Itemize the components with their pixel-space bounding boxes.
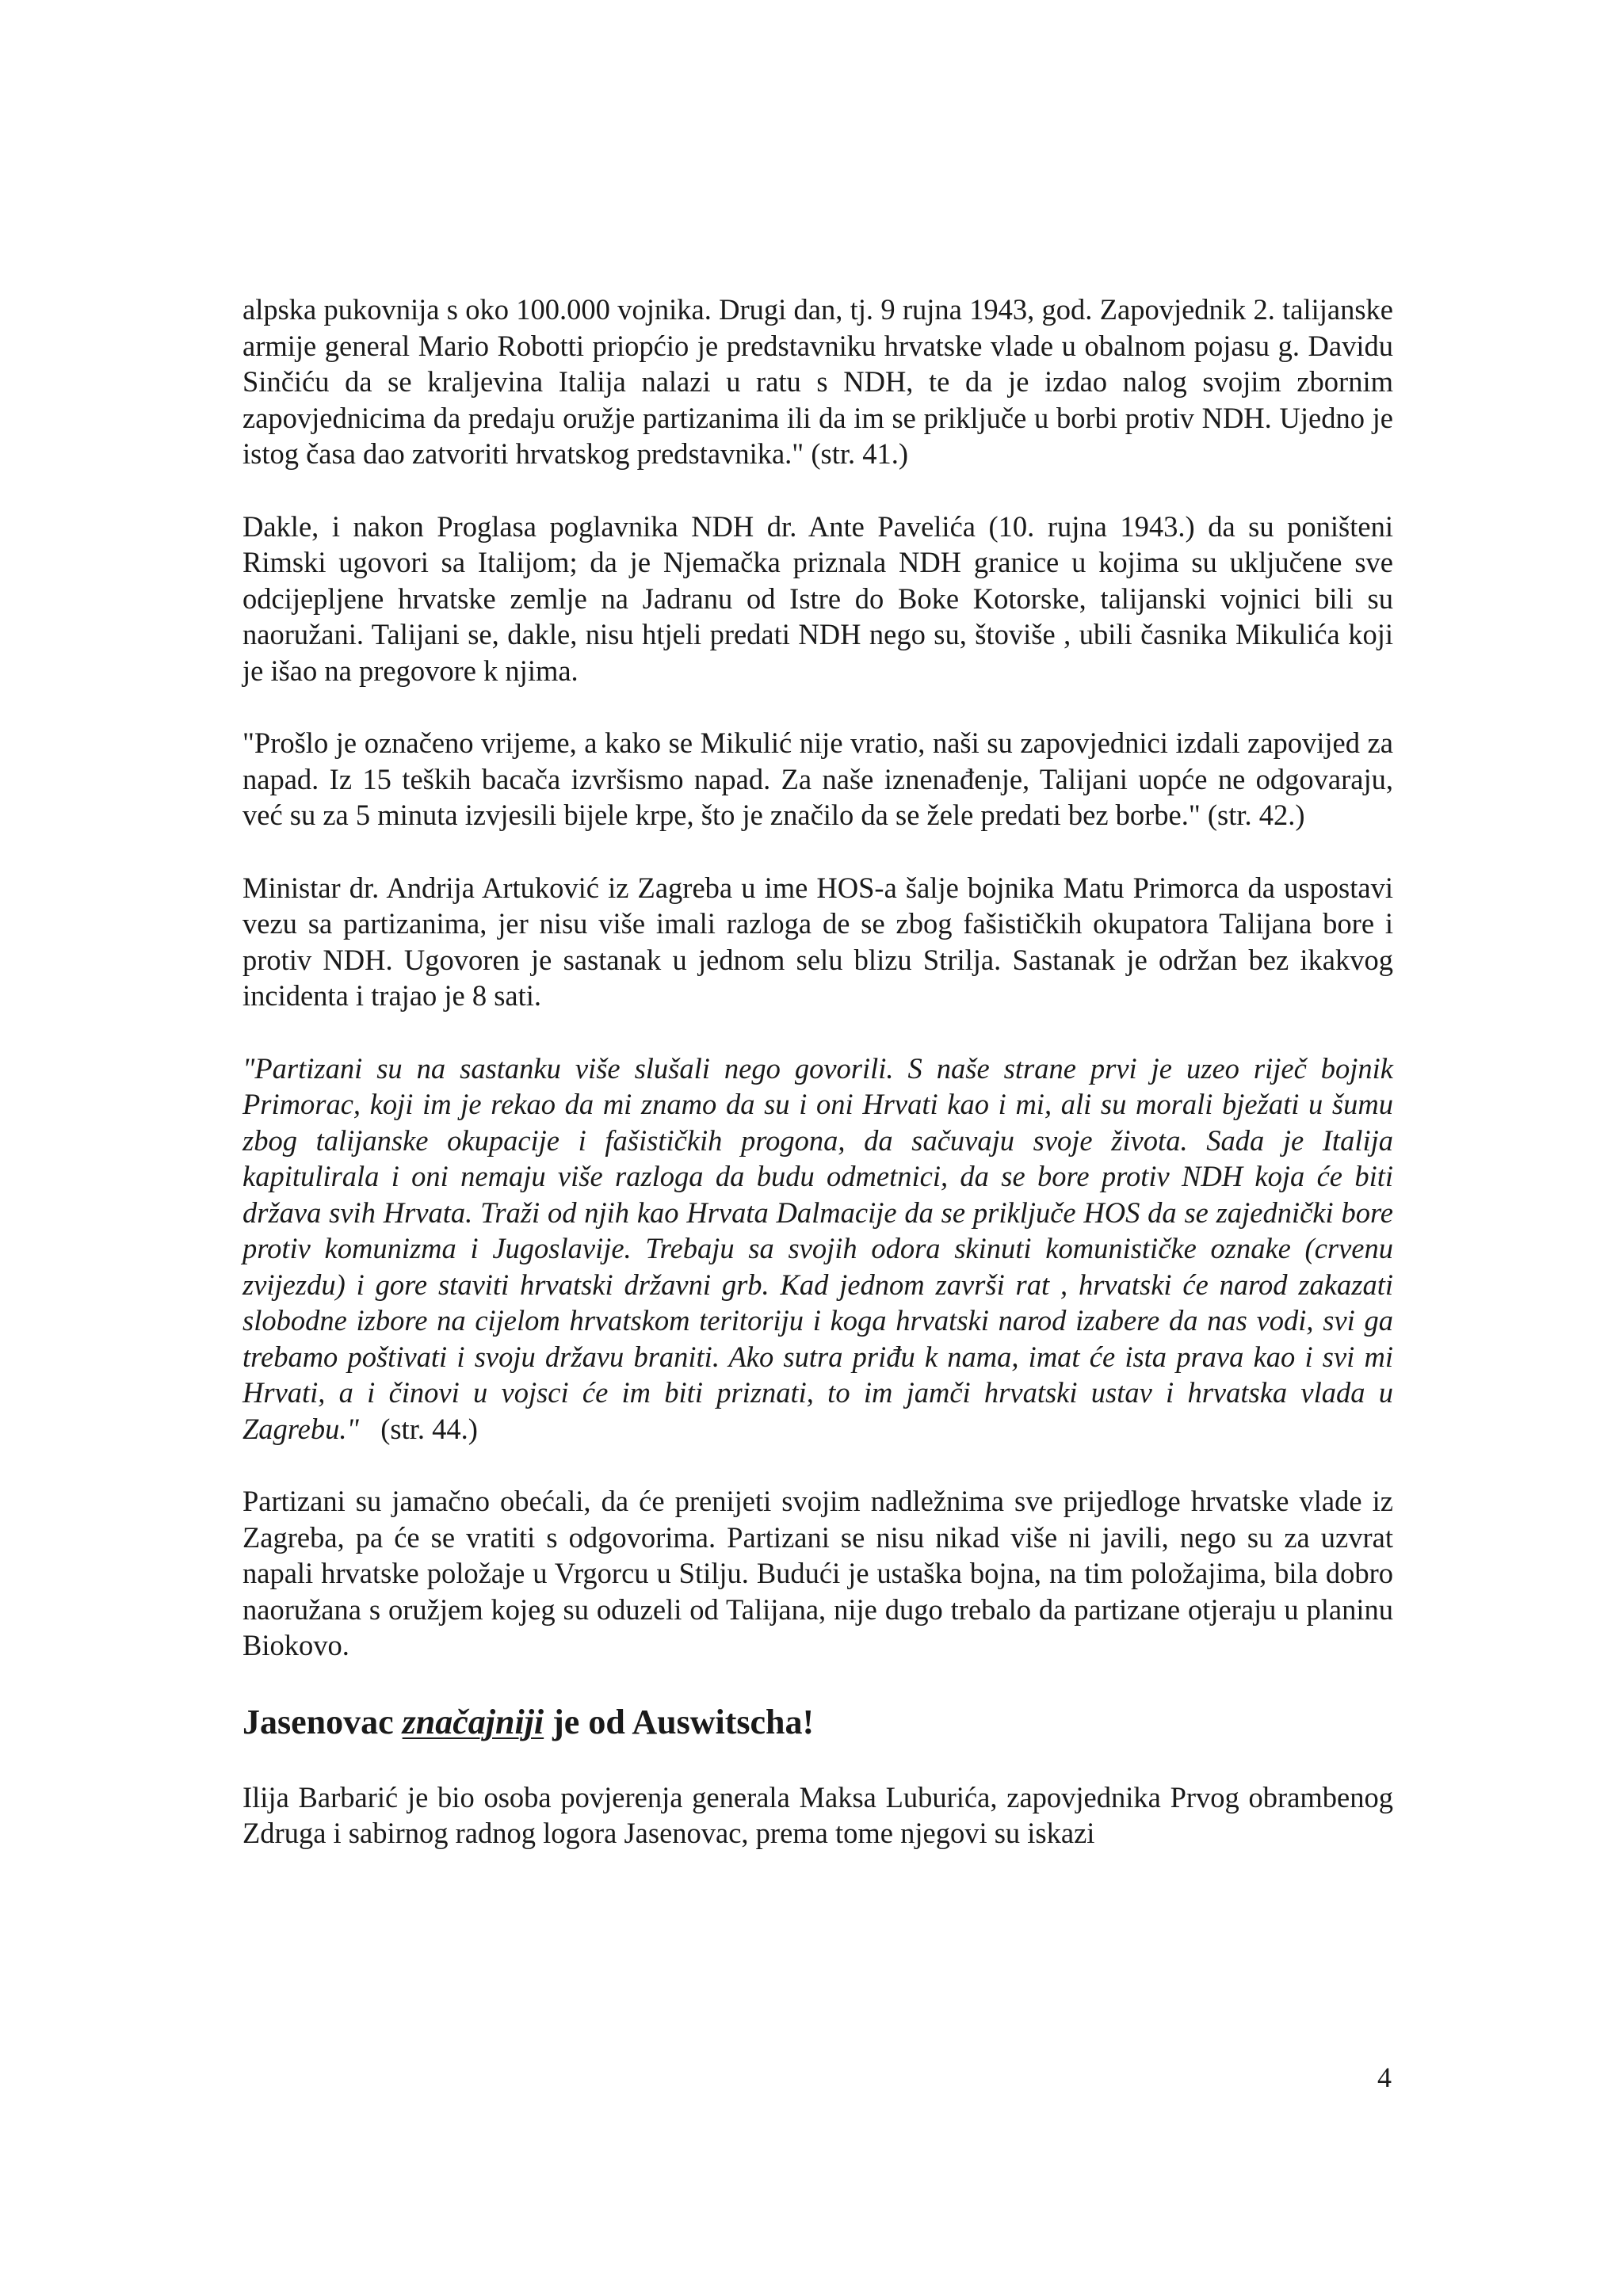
section-heading: [242, 1700, 1393, 1745]
page-number: 4: [1377, 2061, 1392, 2093]
paragraph-barbaric: Ilija Barbarić je bio osoba povjerenja generala Maksa Luburića, zapovjednika Prvog obrambenog Zdruga i sabirnog radnog logora Jasenovac, prema tome njegovi su iskazi: [242, 1780, 1393, 1849]
paragraph-partizani-obecali: Partizani su jamačno obećali, da će prenijeti svojim nadležnima sve prijedloge hrvatske vlade iz Zagreba, pa će se vratiti s odgovorima. Partizani se nisu nikad više ni javili, nego su za uzvrat napali hrvatske položaje u Vrgorcu u Stilju. Budući je ustaška bojna, na tim položajima, bila dobro naoružana s oružjem kojeg su oduzeli od Talijana, nije dugo trebalo da partizane otjeraju u planinu Biokovo.: [242, 1485, 1393, 1661]
heading-emphasis: značajniji: [402, 1702, 544, 1741]
paragraph-quote-sastanak: [242, 1051, 1393, 1447]
paragraph-artukovic: Ministar dr. Andrija Artuković iz Zagreba u ime HOS-a šalje bojnika Matu Primorca da uspostavi vezu sa partizanima, jer nisu više imali razloga de se zbog fašističkih okupatora Talijana bore i protiv NDH. Ugovoren je sastanak u jednom selu blizu Strilja. Sastanak je održan bez ikakvog incidenta i trajao je 8 sati.: [242, 871, 1393, 1012]
quote-sastanak-citation: (str. 44.): [380, 1412, 478, 1445]
document-page: [242, 292, 1393, 1888]
heading-part-1: Jasenovac: [242, 1702, 403, 1741]
paragraph-pavelic-proglas: Dakle, i nakon Proglasa poglavnika NDH dr. Ante Pavelića (10. rujna 1943.) da su poništeni Rimski ugovori sa Italijom; da je Njemačka priznala NDH granice u kojima su uključene sve odcijepljene hrvatske zemlje na Jadranu od Istre do Boke Kotorske, talijanski vojnici bili su naoružani. Talijani se, dakle, nisu htjeli predati NDH nego su, štoviše , ubili časnika Mikulića koji je išao na pregovore k njima.: [242, 509, 1393, 687]
paragraph-sincic: alpska pukovnija s oko 100.000 vojnika. Drugi dan, tj. 9 rujna 1943, god. Zapovjednik 2. talijanske armije general Mario Robotti priopćio je predstavniku hrvatske vlade u obalnom pojasu g. Davidu Sinčiću da se kraljevina Italija nalazi u ratu s NDH, te da je izdao nalog svojim zbornim zapovjednicima da predaju oružje partizanima ili da im se priključe u borbi protiv NDH. Ujedno je istog časa dao zatvoriti hrvatskog predstavnika." (str. 41.): [242, 293, 1393, 470]
quote-sastanak-text: "Partizani su na sastanku više slušali nego govorili. S naše strane prvi je uzeo riječ bojnik Primorac, koji im je rekao da mi znamo da su i oni Hrvati kao i mi, ali su morali bježati u šumu zbog talijanske okupacije i fašističkih progona, da sačuvaju svoje života. Sada je Italija kapitulirala i oni nemaju više razloga da budu odmetnici, da se bore protiv NDH koja će biti država svih Hrvata. Traži od njih kao Hrvata Dalmacije da se priključe HOS da se zajednički bore protiv komunizma i Jugoslavije. Trebaju sa svojih odora skinuti komunističke oznake (crvenu zvijezdu) i gore staviti hrvatski državni grb. Kad jednom završi rat , hrvatski će narod zakazati slobodne izbore na cijelom hrvatskom teritoriju i koga hrvatski narod izabere da nas vodi, svi ga trebamo poštivati i svoju državu braniti. Ako sutra priđu k nama, imat će ista prava kao i svi mi Hrvati, a i činovi u vojsci će im biti priznati, to im jamči hrvatski ustav i hrvatska vlada u Zagrebu.": [242, 1051, 1393, 1445]
heading-part-3: je od Auswitscha!: [544, 1702, 815, 1741]
paragraph-quote-napad: "Prošlo je označeno vrijeme, a kako se Mikulić nije vratio, naši su zapovjednici izdali zapovijed za napad. Iz 15 teških bacača izvršismo napad. Za naše iznenađenje, Talijani uopće ne odgovaraju, već su za 5 minuta izvjesili bijele krpe, što je značilo da se žele predati bez borbe." (str. 42.): [242, 727, 1393, 831]
